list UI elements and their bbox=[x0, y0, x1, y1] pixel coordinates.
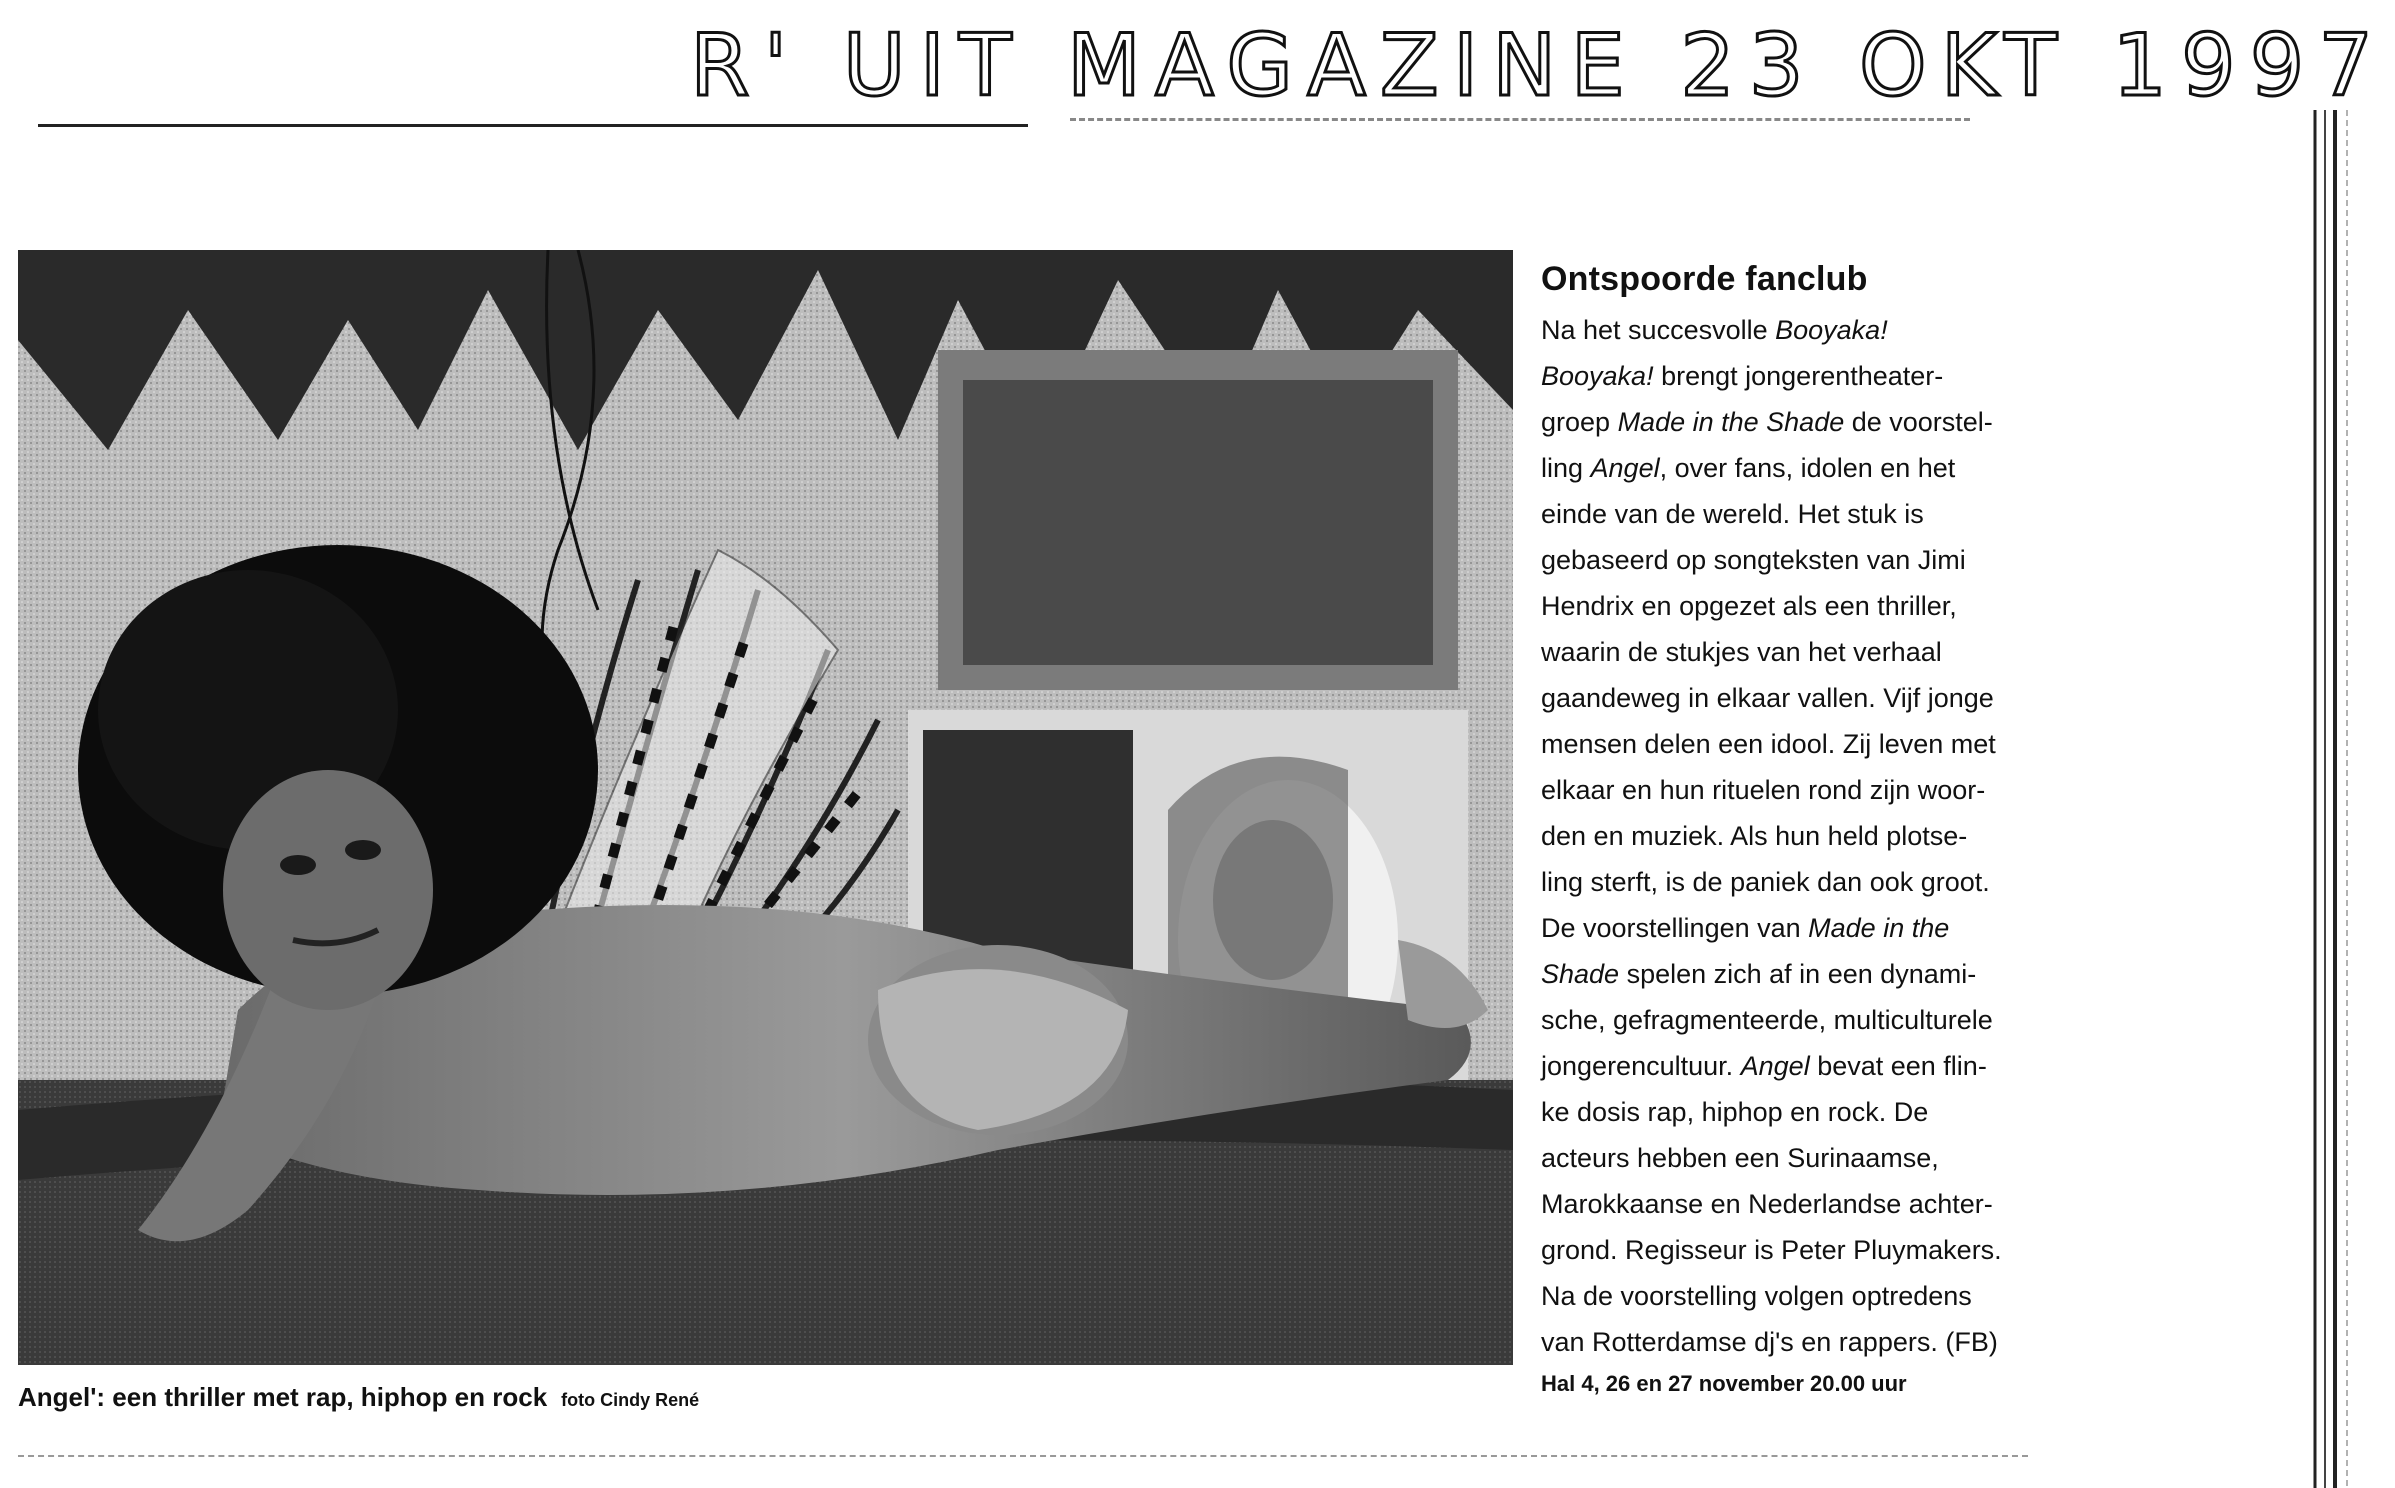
text-run: De voorstellingen van bbox=[1541, 913, 1809, 943]
text-run: bevat een flin- bbox=[1809, 1051, 1987, 1081]
article-line bbox=[1541, 307, 2041, 353]
article-line bbox=[1541, 1319, 2041, 1365]
top-rule bbox=[38, 124, 1028, 127]
italic-title: Made in the Shade bbox=[1617, 407, 1845, 437]
article-line bbox=[1541, 1181, 2041, 1227]
article-line bbox=[1541, 399, 2041, 445]
article-line bbox=[1541, 813, 2041, 859]
text-run: mensen delen een idool. Zij leven met bbox=[1541, 729, 1996, 759]
article-line bbox=[1541, 1089, 2041, 1135]
bottom-rule bbox=[18, 1455, 2028, 1457]
italic-title: Booyaka! bbox=[1541, 361, 1654, 391]
italic-title: Shade bbox=[1541, 959, 1620, 989]
article-line bbox=[1541, 767, 2041, 813]
article-line bbox=[1541, 905, 2041, 951]
article-line bbox=[1541, 675, 2041, 721]
text-run: groep bbox=[1541, 407, 1618, 437]
text-run: spelen zich af in een dynami- bbox=[1619, 959, 1977, 989]
article-line bbox=[1541, 583, 2041, 629]
article-line bbox=[1541, 721, 2041, 767]
text-run: grond. Regisseur is Peter Pluymakers. bbox=[1541, 1235, 2002, 1265]
photo-caption bbox=[18, 1382, 699, 1413]
text-run: Hendrix en opgezet als een thriller, bbox=[1541, 591, 1957, 621]
italic-title: Angel bbox=[1740, 1051, 1810, 1081]
article bbox=[1541, 260, 2041, 1397]
article-body bbox=[1541, 307, 2041, 1365]
text-run: sche, gefragmenteerde, multiculturele bbox=[1541, 1005, 1993, 1035]
text-run: brengt jongerentheater- bbox=[1653, 361, 1944, 391]
text-run: Marokkaanse en Nederlandse achter- bbox=[1541, 1189, 1993, 1219]
article-line bbox=[1541, 997, 2041, 1043]
text-run: van Rotterdamse dj's en rappers. (FB) bbox=[1541, 1327, 1998, 1357]
handwritten-note bbox=[690, 0, 2390, 150]
text-run: Na het succesvolle bbox=[1541, 315, 1776, 345]
article-line bbox=[1541, 629, 2041, 675]
text-run: ling bbox=[1541, 453, 1591, 483]
text-run: einde van de wereld. Het stuk is bbox=[1541, 499, 1924, 529]
article-line bbox=[1541, 491, 2041, 537]
article-line bbox=[1541, 537, 2041, 583]
article-line bbox=[1541, 1135, 2041, 1181]
article-line bbox=[1541, 951, 2041, 997]
article-line bbox=[1541, 353, 2041, 399]
text-run: den en muziek. Als hun held plotse- bbox=[1541, 821, 1968, 851]
article-headline: Ontspoorde fanclub bbox=[1541, 260, 1868, 298]
article-line bbox=[1541, 1043, 2041, 1089]
article-line bbox=[1541, 859, 2041, 905]
italic-title: Booyaka! bbox=[1775, 315, 1888, 345]
text-run: gebaseerd op songteksten van Jimi bbox=[1541, 545, 1966, 575]
italic-title: Made in the bbox=[1808, 913, 1950, 943]
text-run: gaandeweg in elkaar vallen. Vijf jonge bbox=[1541, 683, 1994, 713]
text-run: waarin de stukjes van het verhaal bbox=[1541, 637, 1942, 667]
text-run: acteurs hebben een Surinaamse, bbox=[1541, 1143, 1939, 1173]
photo-credit: foto Cindy René bbox=[561, 1390, 700, 1410]
angel-photo bbox=[18, 250, 1513, 1365]
event-details: Hal 4, 26 en 27 november 20.00 uur bbox=[1541, 1371, 1907, 1396]
italic-title: Angel bbox=[1590, 453, 1660, 483]
article-line bbox=[1541, 1227, 2041, 1273]
text-run: Na de voorstelling volgen optredens bbox=[1541, 1281, 1972, 1311]
top-rule-dashed bbox=[1070, 118, 1970, 121]
text-run: , over fans, idolen en het bbox=[1659, 453, 1956, 483]
text-run: ke dosis rap, hiphop en rock. De bbox=[1541, 1097, 1929, 1127]
article-line bbox=[1541, 1273, 2041, 1319]
caption-text: Angel': een thriller met rap, hiphop en rock bbox=[18, 1382, 548, 1412]
text-run: de voorstel- bbox=[1844, 407, 1993, 437]
text-run: elkaar en hun rituelen rond zijn woor- bbox=[1541, 775, 1986, 805]
scan-edge-lines bbox=[2295, 110, 2355, 1488]
article-line bbox=[1541, 445, 2041, 491]
handwritten-note-text: R' UIT MAGAZINE 23 OKT 1997 bbox=[690, 16, 2388, 116]
text-run: jongerencultuur. bbox=[1541, 1051, 1741, 1081]
text-run: ling sterft, is de paniek dan ook groot. bbox=[1541, 867, 1990, 897]
